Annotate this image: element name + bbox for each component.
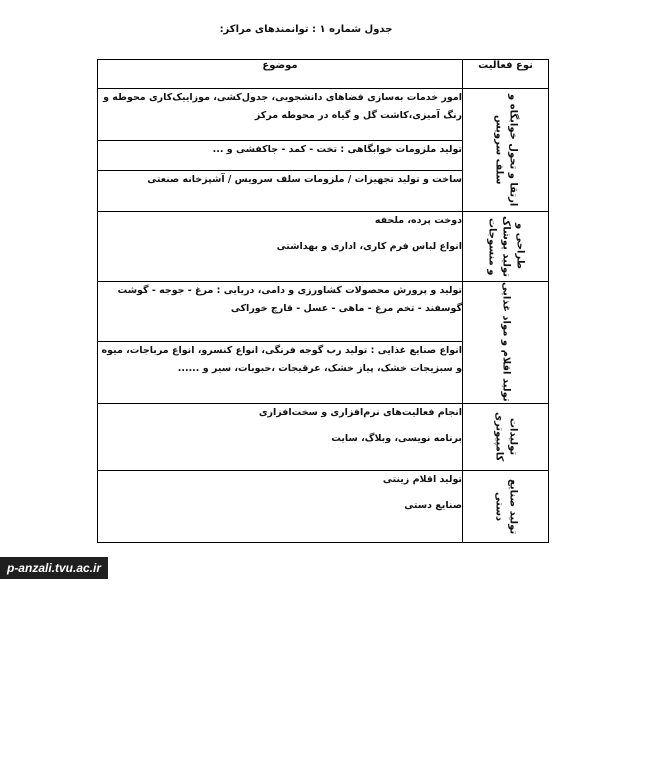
table-row xyxy=(98,211,549,281)
activity-type-dormitory: ارتقا و تحول خوابگاه و سلف سرویس xyxy=(463,89,549,211)
topic-line: تولید و پرورش محصولات کشاورزی و دامی، دریایی : مرغ - جوجه - گوشت گوسفند - تخم مرغ - ماهی - عسل - قارچ خوراکی xyxy=(117,284,462,314)
topic-line: انواع لباس فرم کاری، اداری و بهداشتی xyxy=(276,240,462,252)
topic-cell xyxy=(98,470,463,542)
table-row xyxy=(98,404,549,470)
topic-line: انواع صنایع غذایی : تولید رب گوجه فرنگی، انواع کنسرو، انواع مرباجات، میوه و سبزیجات خشک، پیاز خشک، عرقیجات ،حبوبات، سیر و ...... xyxy=(101,345,462,375)
header-topic: موضوع xyxy=(98,60,463,89)
site-watermark: p-anzali.tvu.ac.ir xyxy=(0,557,108,579)
topic-cell xyxy=(98,89,463,141)
topic-line: دوخت پرده، ملحفه xyxy=(374,214,462,226)
table-caption: جدول شماره ۱ : توانمندهای مراکز: xyxy=(219,24,393,35)
table-row xyxy=(98,470,549,542)
header-activity-type: نوع فعالیت xyxy=(463,60,549,89)
table-row xyxy=(98,89,549,141)
topic-line: امور خدمات به‌سازی فضاهای دانشجویی، جدول‌کشی، موزاییک‌کاری محوطه و رنگ آمیزی،کاشت گل و گیاه در محوطه مرکز xyxy=(103,92,462,122)
topic-cell xyxy=(98,141,463,171)
table-header-row xyxy=(98,60,549,89)
topic-line: تولید ملزومات خوابگاهی : تخت - کمد - جاکفشی و ... xyxy=(212,144,462,156)
topic-line: صنایع دستی xyxy=(404,499,462,511)
activity-type-food: تولید اقلام و مواد غذایی xyxy=(463,281,549,403)
topic-cell xyxy=(98,281,463,341)
topic-cell xyxy=(98,211,463,281)
topic-line: برنامه نویسی، وبلاگ، سایت xyxy=(331,433,462,445)
topic-line: انجام فعالیت‌های نرم‌افزاری و سخت‌افزاری xyxy=(258,407,462,419)
topic-line: ساخت و تولید تجهیزات / ملزومات سلف سرویس / آشپزخانه صنعتی xyxy=(147,174,462,186)
activity-type-clothing: طراحی و تولید پوشاک و منسوجات xyxy=(463,211,549,281)
activity-type-handicraft: تولید صنایع دستی xyxy=(463,470,549,542)
capabilities-table xyxy=(97,59,549,543)
topic-line: تولید اقلام زینتی xyxy=(382,473,462,485)
topic-cell xyxy=(98,404,463,470)
table-row xyxy=(98,281,549,341)
topic-cell xyxy=(98,342,463,404)
topic-cell xyxy=(98,171,463,211)
activity-type-computer: تولیدات کامپیوتری xyxy=(463,404,549,470)
